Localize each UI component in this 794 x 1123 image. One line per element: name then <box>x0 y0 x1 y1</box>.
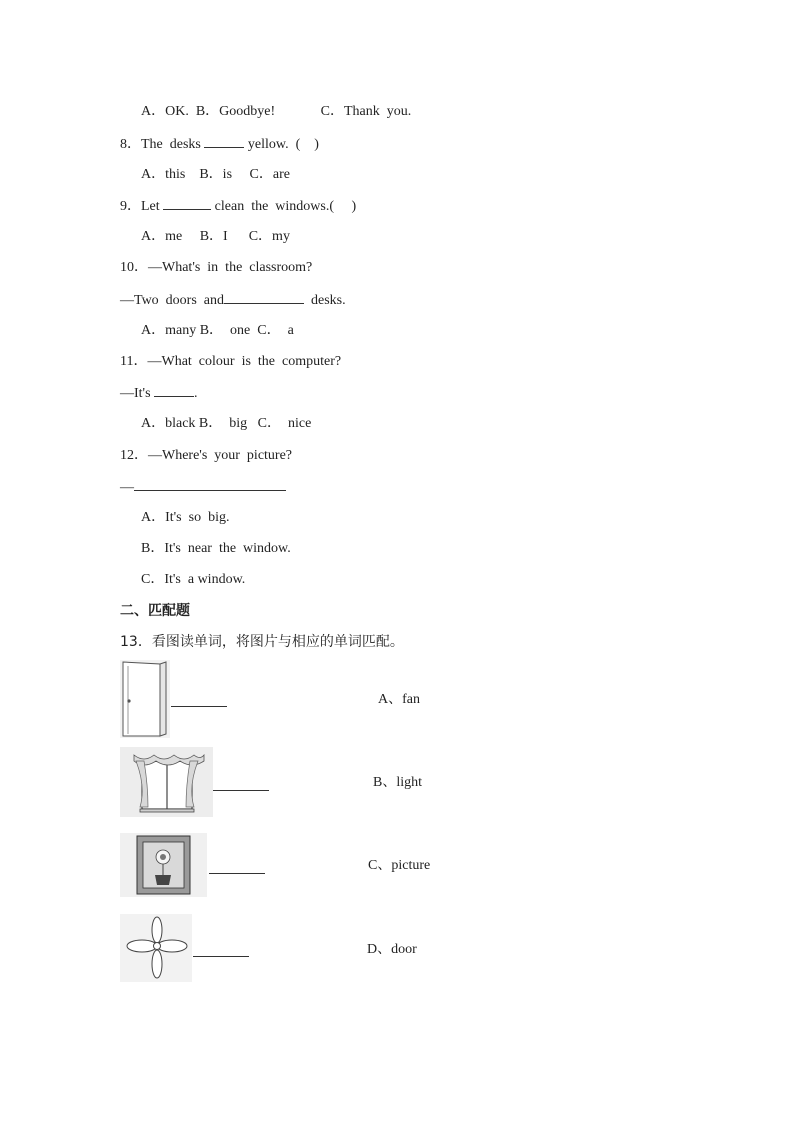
q10-line1: 10．—What's in the classroom? <box>120 260 313 275</box>
q8-suffix: yellow. ( ) <box>244 137 319 152</box>
fan-image <box>120 914 192 982</box>
q9-blank[interactable] <box>163 197 211 210</box>
framed-picture-icon <box>120 833 207 897</box>
q12-line2-prefix: — <box>120 480 134 495</box>
door-icon <box>120 660 170 738</box>
match-option-a: A、fan <box>378 692 420 707</box>
q10-blank[interactable] <box>224 291 304 304</box>
q11-line2-suffix: . <box>194 386 198 401</box>
match-blank-4[interactable] <box>193 956 249 957</box>
match-blank-3[interactable] <box>209 873 265 874</box>
picture-image <box>120 833 207 897</box>
q12-option-a: A．It's so big. <box>141 510 230 525</box>
q8-blank[interactable] <box>204 135 244 148</box>
match-blank-2[interactable] <box>213 790 269 791</box>
match-option-d: D、door <box>367 942 417 957</box>
q12-blank[interactable] <box>134 478 286 491</box>
q8-options: A．this B．is C．are <box>141 167 290 182</box>
q11-line2 <box>120 384 198 403</box>
q11-blank[interactable] <box>154 384 194 397</box>
q11-line1: 11．—What colour is the computer? <box>120 354 342 369</box>
q13-instruction: 13．看图读单词，将图片与相应的单词匹配。 <box>120 634 404 650</box>
window-image <box>120 747 213 817</box>
ceiling-fan-icon <box>120 914 192 982</box>
q9-stem <box>120 197 356 216</box>
q11-line2-prefix: —It's <box>120 386 155 401</box>
q12-line1: 12．—Where's your picture? <box>120 448 293 463</box>
q7-options: A．OK. B．Goodbye! C．Thank you. <box>141 104 412 119</box>
match-option-b: B、light <box>373 775 423 790</box>
q11-options: A．black B． big C． nice <box>141 416 312 431</box>
window-curtains-icon <box>120 747 213 817</box>
q9-options: A．me B．I C．my <box>141 229 290 244</box>
q10-line2 <box>120 291 346 310</box>
q10-line2-prefix: —Two doors and <box>120 293 225 308</box>
q12-option-c: C．It's a window. <box>141 572 246 587</box>
door-image <box>120 660 170 738</box>
q12-line2 <box>120 478 286 497</box>
q9-suffix: clean the windows.( ) <box>211 199 357 214</box>
q8-stem <box>120 135 319 154</box>
q10-line2-suffix: desks. <box>304 293 346 308</box>
match-blank-1[interactable] <box>171 706 227 707</box>
q12-option-b: B．It's near the window. <box>141 541 291 556</box>
match-option-c: C、picture <box>368 858 431 873</box>
section-title: 二、匹配题 <box>120 603 190 619</box>
q10-options: A．many B． one C． a <box>141 323 294 338</box>
q8-prefix: 8．The desks <box>120 137 205 152</box>
q9-prefix: 9．Let <box>120 199 164 214</box>
